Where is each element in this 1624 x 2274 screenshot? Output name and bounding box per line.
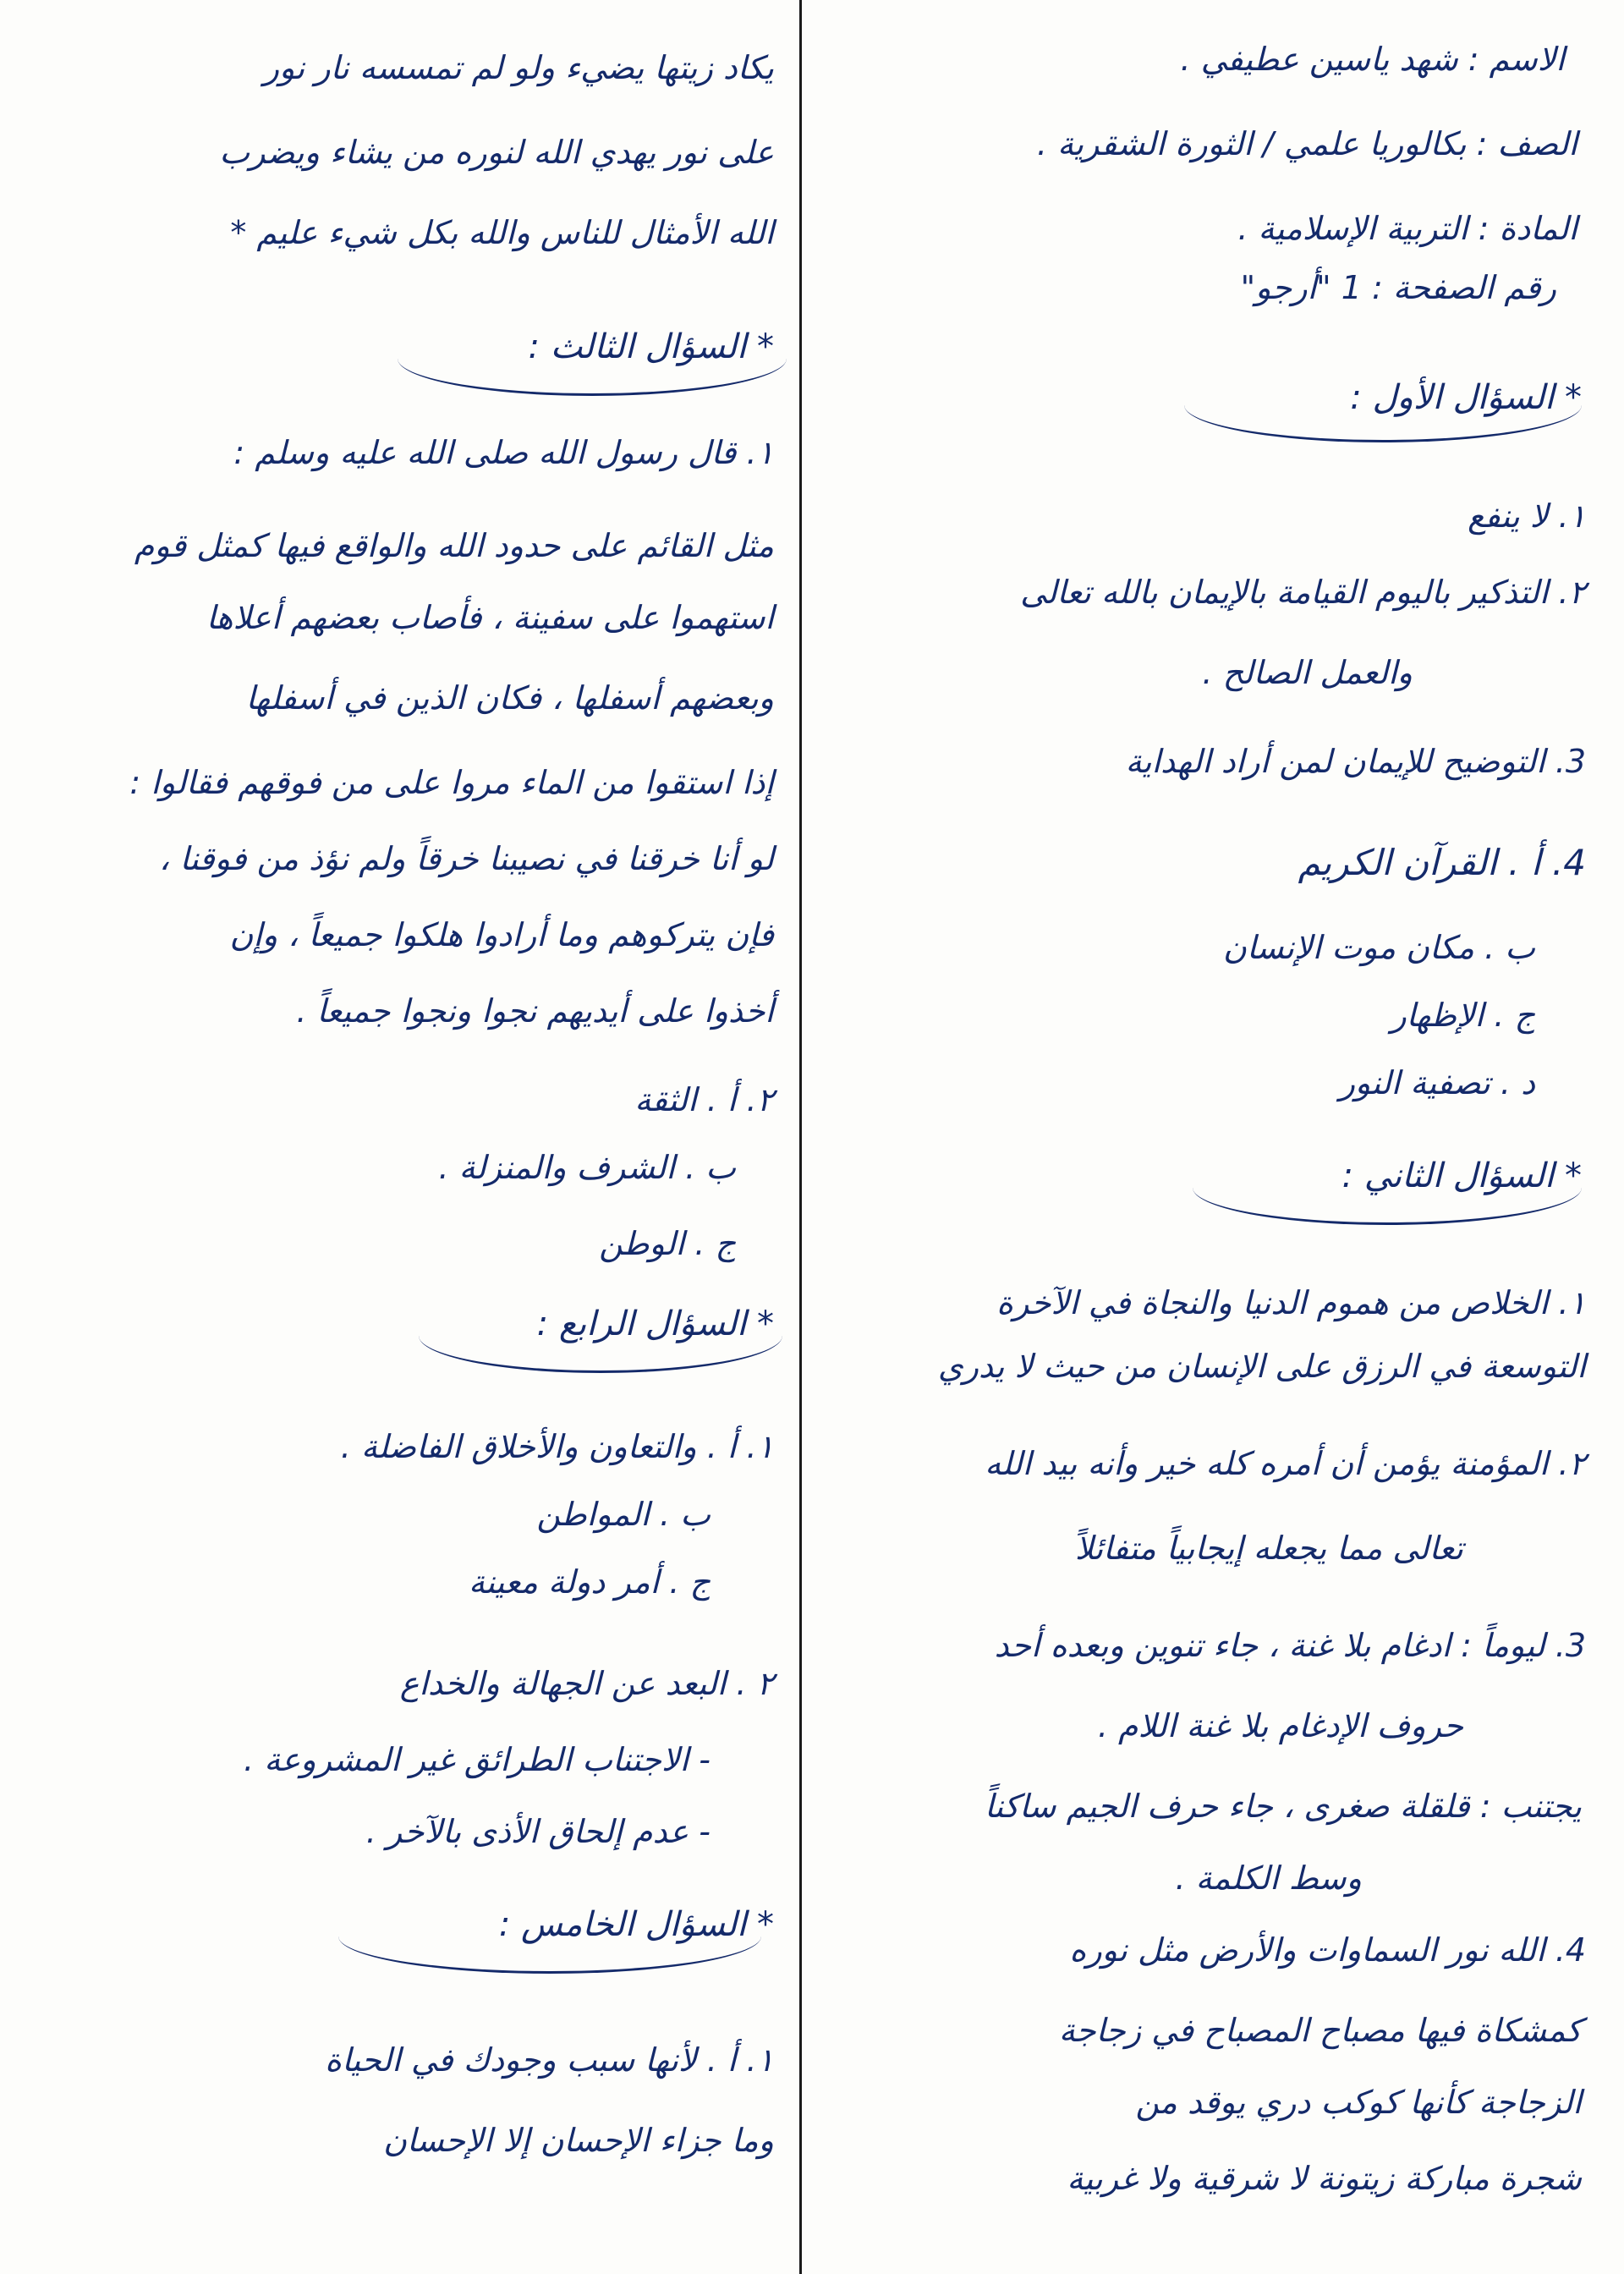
q1-answer-2: ٢. التذكير باليوم القيامة بالإيمان بالله تعالى bbox=[1020, 574, 1586, 611]
q2-answer-4-cont-3: شجرة مباركة زيتونة لا شرقية ولا غربية bbox=[1067, 2160, 1582, 2197]
question-2-heading: * السؤال الثاني : bbox=[1341, 1156, 1582, 1195]
question-5-heading: * السؤال الخامس : bbox=[498, 1905, 774, 1944]
q3-hadith-3: وبعضهم أسفلها ، فكان الذين في أسفلها bbox=[245, 679, 774, 717]
student-class: الصف : بكالوريا علمي / الثورة الشقرية . bbox=[1036, 125, 1577, 162]
heading-underline bbox=[338, 1929, 761, 1974]
q5-answer-1: ١. أ . لأنها سبب وجودك في الحياة bbox=[325, 2041, 774, 2079]
subject: المادة : التربية الإسلامية . bbox=[1237, 210, 1577, 247]
verse-continuation-2: على نور يهدي الله لنوره من يشاء ويضرب bbox=[219, 134, 774, 171]
q2-answer-3-cont: حروف الإدغام بلا غنة اللام . bbox=[1097, 1707, 1463, 1744]
q3-hadith-6: فإن يتركوهم وما أرادوا هلكوا جميعاً ، وإن bbox=[229, 916, 774, 953]
left-column bbox=[0, 0, 795, 2274]
q4-answer-2-point-2: - عدم إلحاق الأذى بالآخر . bbox=[365, 1813, 710, 1850]
column-divider bbox=[799, 0, 802, 2274]
q4-answer-1c: ج . أمر دولة معينة bbox=[468, 1563, 710, 1601]
page-number: رقم الصفحة : 1 "أرجو" bbox=[1240, 269, 1556, 306]
q3-answer-2a: ٢. أ . الثقة bbox=[634, 1081, 774, 1118]
heading-underline bbox=[398, 351, 787, 396]
q3-hadith-1: مثل القائم على حدود الله والواقع فيها كمثل قوم bbox=[134, 527, 774, 564]
q2-answer-4-cont-2: الزجاجة كأنها كوكب دري يوقد من bbox=[1135, 2084, 1582, 2121]
verse-continuation-1: يكاد زيتها يضيء ولو لم تمسسه نار نور bbox=[263, 49, 774, 86]
q2-answer-2-cont: تعالى مما يجعله إيجابياً متفائلاً bbox=[1074, 1530, 1463, 1567]
heading-underline bbox=[419, 1328, 782, 1373]
heading-underline bbox=[1184, 398, 1582, 442]
question-1-heading: * السؤال الأول : bbox=[1350, 378, 1582, 417]
q3-hadith-4: إذا استقوا من الماء مروا على من فوقهم فقالوا : bbox=[129, 764, 774, 801]
question-3-heading: * السؤال الثالث : bbox=[528, 327, 774, 366]
right-column bbox=[808, 0, 1616, 2274]
q1-answer-1: ١. لا ينفع bbox=[1468, 497, 1586, 535]
q2-answer-3-example: يجتنب : قلقلة صغرى ، جاء حرف الجيم ساكناً bbox=[984, 1788, 1582, 1825]
q3-answer-1: ١. قال رسول الله صلى الله عليه وسلم : bbox=[233, 434, 774, 471]
q1-answer-4b: ب . مكان موت الإنسان bbox=[1223, 929, 1535, 966]
q4-answer-1a: ١. أ . والتعاون والأخلاق الفاضلة . bbox=[340, 1428, 774, 1465]
q3-hadith-2: استهموا على سفينة ، فأصاب بعضهم أعلاها bbox=[206, 599, 774, 636]
q1-answer-2-cont: والعمل الصالح . bbox=[1202, 654, 1413, 691]
q2-answer-4: 4. الله نور السماوات والأرض مثل نوره bbox=[1069, 1931, 1586, 1969]
heading-underline bbox=[1193, 1180, 1582, 1225]
question-4-heading: * السؤال الرابع : bbox=[536, 1305, 774, 1343]
q1-answer-4c: ج . الإظهار bbox=[1391, 997, 1535, 1034]
q2-answer-4-cont-1: كمشكاة فيها مصباح المصباح في زجاجة bbox=[1058, 2012, 1582, 2049]
q4-answer-2-point-1: - الاجتناب الطرائق غير المشروعة . bbox=[244, 1741, 710, 1778]
verse-continuation-3: الله الأمثال للناس والله بكل شيء عليم * bbox=[230, 214, 774, 251]
q1-answer-3: 3. التوضيح للإيمان لمن أراد الهداية bbox=[1125, 743, 1586, 780]
q2-answer-2: ٢. المؤمنة يؤمن أن أمره كله خير وأنه بيد الله bbox=[985, 1445, 1586, 1482]
q1-answer-4a: 4. أ . القرآن الكريم bbox=[1298, 842, 1586, 883]
q3-answer-2c: ج . الوطن bbox=[599, 1225, 736, 1262]
q3-hadith-7: أخذوا على أيديهم نجوا ونجوا جميعاً . bbox=[296, 992, 774, 1030]
q2-answer-1-cont: التوسعة في الرزق على الإنسان من حيث لا يدري bbox=[937, 1348, 1586, 1385]
q2-answer-3: 3. ليوماً : ادغام بلا غنة ، جاء تنوين وبعده أحد bbox=[994, 1627, 1586, 1664]
q2-answer-1: ١. الخلاص من هموم الدنيا والنجاة في الآخرة bbox=[996, 1284, 1586, 1321]
q3-answer-2b: ب . الشرف والمنزلة . bbox=[438, 1149, 736, 1186]
q2-answer-3-example-cont: وسط الكلمة . bbox=[1175, 1859, 1362, 1897]
q1-answer-4d: د . تصفية النور bbox=[1339, 1064, 1535, 1101]
q5-answer-1-cont: وما جزاء الإحسان إلا الإحسان bbox=[383, 2122, 774, 2159]
q4-answer-2: ٢ . البعد عن الجهالة والخداع bbox=[399, 1665, 774, 1702]
student-name: الاسم : شهد ياسين عطيفي . bbox=[1180, 41, 1565, 78]
q4-answer-1b: ب . المواطن bbox=[536, 1496, 710, 1533]
q3-hadith-5: لو أنا خرقنا في نصيبنا خرقاً ولم نؤذ من فوقنا ، bbox=[159, 840, 774, 877]
